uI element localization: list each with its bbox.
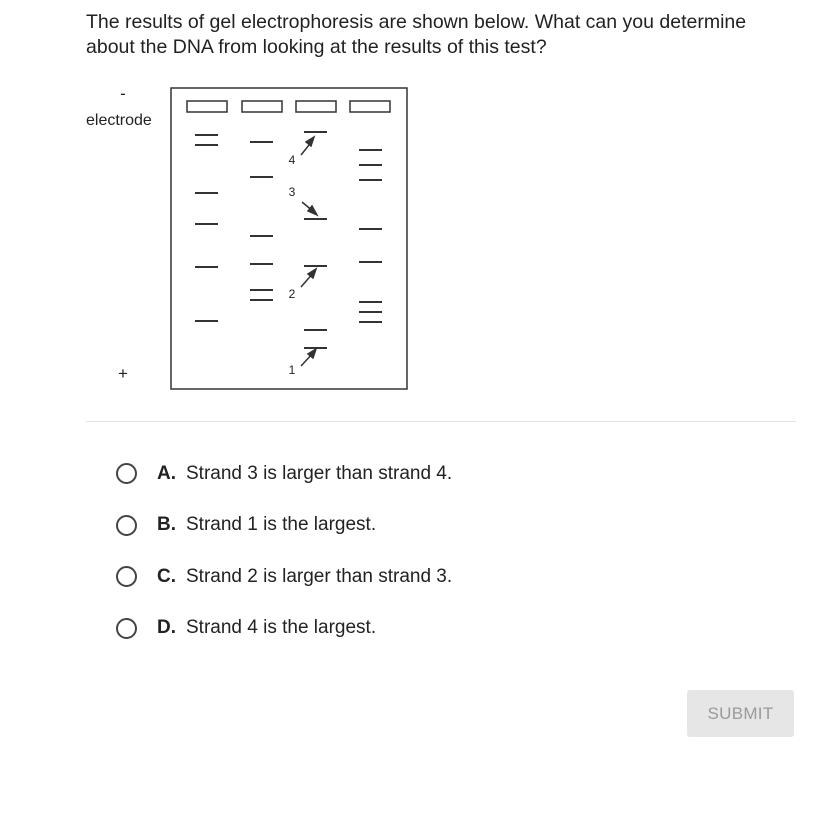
option-letter: A.: [157, 462, 176, 484]
strand-label-2: 2: [288, 287, 296, 301]
radio-button-icon[interactable]: [116, 515, 137, 536]
submit-button[interactable]: SUBMIT: [687, 690, 794, 737]
radio-button-icon[interactable]: [116, 618, 137, 639]
option-a[interactable]: [116, 448, 796, 500]
strand-label-4: 4: [288, 153, 296, 167]
option-c[interactable]: [116, 551, 796, 603]
option-text: Strand 2 is larger than strand 3.: [186, 565, 453, 587]
option-d[interactable]: [116, 603, 796, 655]
minus-sign: -: [120, 84, 126, 103]
strand-label-1: 1: [288, 363, 296, 377]
radio-button-icon[interactable]: [116, 566, 137, 587]
gel-box: [171, 88, 407, 389]
gel-electrophoresis-figure: [0, 0, 828, 400]
option-text: Strand 1 is the largest.: [186, 514, 377, 536]
answer-options: [116, 448, 796, 654]
plus-sign: +: [118, 364, 128, 383]
option-letter: C.: [157, 565, 176, 587]
gel-diagram: [0, 0, 828, 400]
question-text: The results of gel electrophoresis are shown below. What can you determine about the DNA from looking at the results of this test?: [86, 11, 747, 58]
radio-button-icon[interactable]: [116, 463, 137, 484]
option-text: Strand 4 is the largest.: [186, 617, 377, 639]
option-text: Strand 3 is larger than strand 4.: [186, 462, 453, 484]
divider: [86, 421, 796, 422]
option-letter: B.: [157, 514, 176, 536]
option-letter: D.: [157, 617, 176, 639]
electrode-label: electrode: [86, 112, 152, 129]
strand-label-3: 3: [288, 185, 296, 199]
option-b[interactable]: [116, 500, 796, 552]
